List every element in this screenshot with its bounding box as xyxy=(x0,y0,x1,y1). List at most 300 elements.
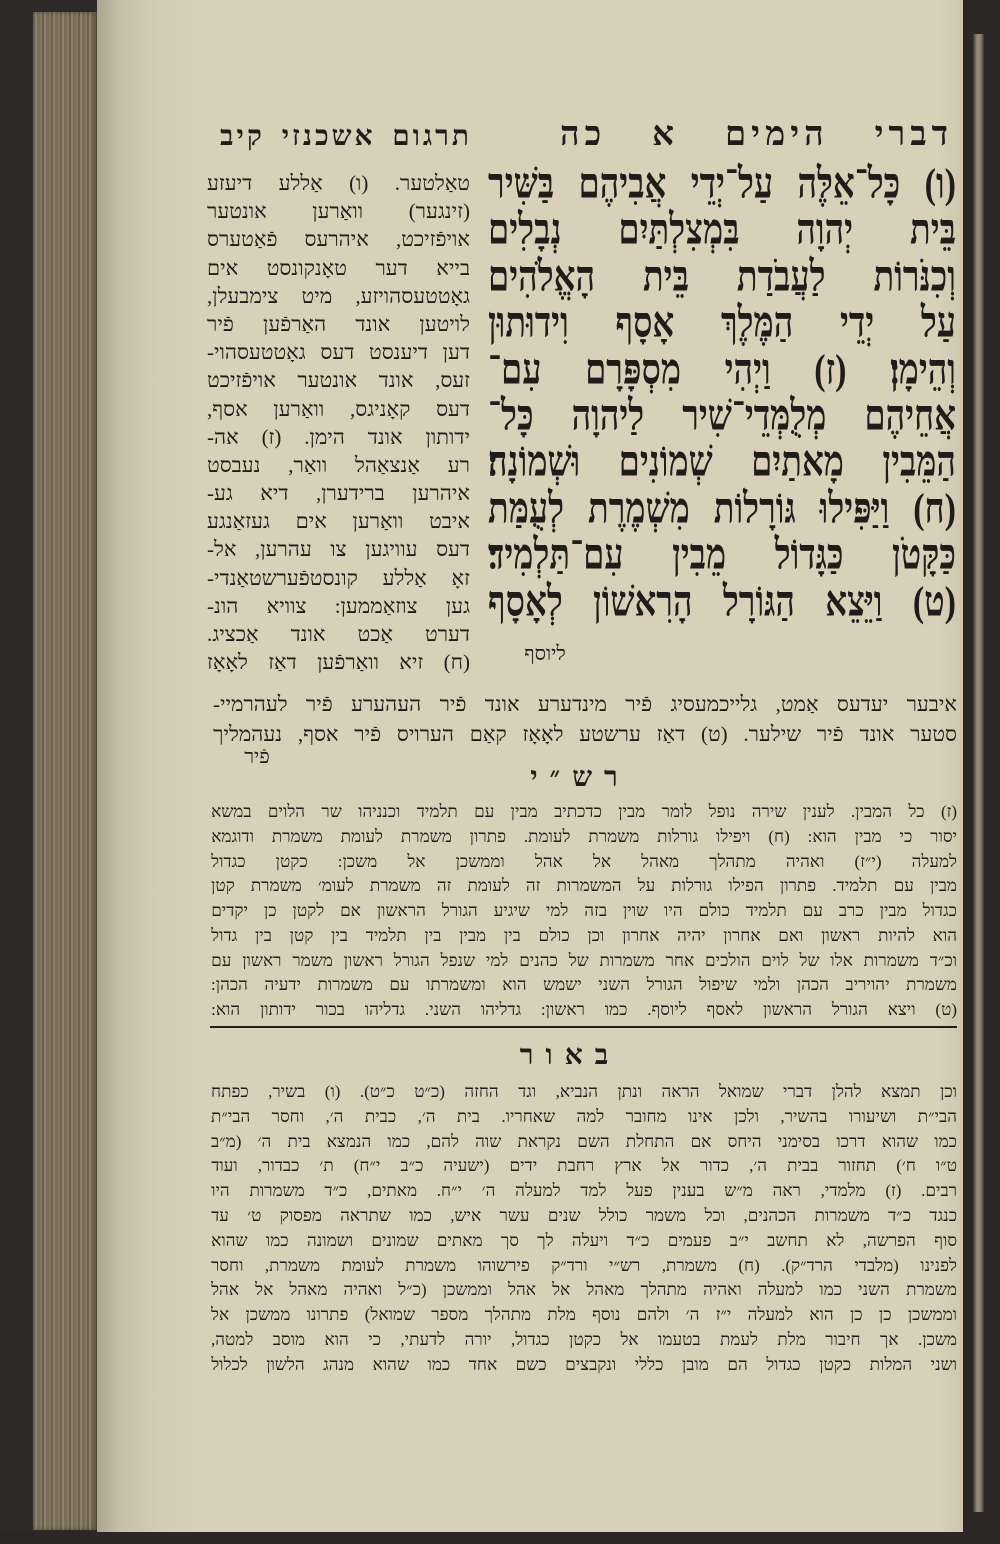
word: ואהיה xyxy=(343,1280,383,1300)
word: כקטן xyxy=(569,1329,602,1349)
word: גען xyxy=(445,593,470,618)
word: כדכתיב xyxy=(554,802,602,821)
word: (ישעיה xyxy=(443,1156,490,1176)
word: כָּל־ xyxy=(488,393,534,440)
word: לענין xyxy=(802,802,835,821)
beur-line xyxy=(211,1130,957,1155)
word: ולמי xyxy=(753,975,781,995)
word: וממשכן xyxy=(907,1305,957,1325)
word: גע- xyxy=(207,481,233,506)
word: תלמיד xyxy=(745,901,787,920)
word: ונקבצים xyxy=(565,1354,617,1374)
word: מלמדי, xyxy=(820,1181,866,1201)
word: מאהל xyxy=(586,1280,625,1300)
word: (ח) xyxy=(768,826,790,846)
word: (ט) xyxy=(700,722,728,746)
beur-line xyxy=(211,1179,957,1204)
word: דאַז xyxy=(268,650,297,675)
word: שְׁמוֹנִים xyxy=(618,439,713,486)
translation-line xyxy=(207,564,470,592)
word: משמרת, xyxy=(264,1255,321,1275)
word: סוף xyxy=(934,1230,957,1250)
word: הוא: xyxy=(807,826,837,846)
word: קיב xyxy=(220,121,265,152)
word: עַל־יְדֵי xyxy=(690,161,774,208)
word: שהוא xyxy=(211,1230,248,1250)
word: פתרון xyxy=(779,876,817,896)
word: מאהל xyxy=(641,851,680,871)
word: מבין xyxy=(879,901,907,920)
word: משמרות xyxy=(317,975,373,995)
word: ולכן xyxy=(734,1106,759,1126)
word: כגדול xyxy=(922,901,957,920)
word: כמו xyxy=(409,1205,432,1225)
word: פתרון xyxy=(469,826,506,846)
word: בזה xyxy=(584,901,608,920)
word: של xyxy=(799,950,820,970)
word: תמצא xyxy=(881,1082,921,1101)
word: וואַרען xyxy=(312,199,364,224)
word: יקדים xyxy=(211,901,248,920)
word: הָאֱלֹהִים xyxy=(488,253,595,301)
word: ח׳) xyxy=(896,1156,916,1176)
word: כמו xyxy=(265,1230,289,1250)
word: בֵּית xyxy=(909,207,956,254)
word: הנמצא xyxy=(326,1131,372,1151)
word: כַּקָּטֹן xyxy=(891,532,956,579)
word: אֲחֵיהֶם xyxy=(864,393,956,440)
word: שיפול xyxy=(699,975,737,995)
word: משמרת xyxy=(400,826,452,846)
word: אם xyxy=(690,1131,712,1151)
beur-line xyxy=(211,1154,957,1179)
word: וכנניהו xyxy=(358,802,401,821)
word: אַמט, xyxy=(775,692,819,716)
word: (כ״ל xyxy=(398,1280,427,1300)
word: הראה xyxy=(661,1082,700,1101)
word: תלמיד. xyxy=(832,876,878,896)
word: ידעיה xyxy=(264,975,301,995)
translation-line xyxy=(213,689,957,719)
rashi-line xyxy=(211,949,957,974)
word: כהנים xyxy=(519,950,558,970)
word: (זינגער) xyxy=(408,199,470,224)
beur-line xyxy=(211,1080,957,1105)
word: אונד xyxy=(484,692,520,716)
word: ויצא xyxy=(887,1000,916,1019)
scripture-column xyxy=(488,162,956,626)
word: לאָאָז xyxy=(207,650,248,675)
word: צו xyxy=(330,537,347,562)
word: ה׳ xyxy=(257,1131,272,1151)
word: מ״ש xyxy=(724,1181,753,1201)
word: העהערע xyxy=(351,692,422,716)
word: לאסף xyxy=(706,1000,744,1019)
word: לדעתי, xyxy=(400,1329,446,1349)
scripture-line xyxy=(488,574,956,632)
word: כולל xyxy=(598,1205,628,1225)
word: ראשון xyxy=(821,925,861,945)
rashi-heading: רש״י xyxy=(530,762,630,793)
word: אל xyxy=(407,851,426,871)
word: (ט) xyxy=(935,1000,957,1019)
word: ויפילו xyxy=(716,826,751,846)
word: לַיהוָה xyxy=(571,393,645,440)
word: מאתים xyxy=(436,1230,483,1250)
word: מִשְׁמֶרֶת xyxy=(587,485,690,533)
beur-line xyxy=(211,1229,957,1254)
word: משמרות xyxy=(863,950,919,970)
word: ה׳, xyxy=(749,1156,768,1176)
word: ועוד xyxy=(211,1156,238,1176)
word: בהשיר, xyxy=(780,1106,828,1126)
word: גדול xyxy=(211,925,238,945)
word: רש״י xyxy=(609,1255,641,1275)
word: (ח) xyxy=(443,650,470,675)
translation-line xyxy=(213,719,957,749)
word: דברי xyxy=(783,1082,813,1101)
word: מאתים, xyxy=(367,1181,418,1201)
word: כמו xyxy=(934,1131,957,1151)
word: למי xyxy=(485,950,509,970)
word: י״ב xyxy=(729,1230,749,1250)
word: הם xyxy=(727,1354,748,1374)
word: זה xyxy=(436,876,452,896)
word: מתהלך xyxy=(709,851,756,871)
word: לפנינו xyxy=(920,1255,957,1275)
word: ממשכן xyxy=(245,1305,291,1325)
word: אל- xyxy=(207,537,237,562)
word: המלות xyxy=(869,1354,913,1374)
word: געזאַנגע xyxy=(207,509,270,534)
word: אונד xyxy=(378,368,414,393)
word: פֿיר xyxy=(305,692,333,716)
translation-full-width xyxy=(213,689,957,749)
word: השני xyxy=(598,975,631,995)
word: מְלֻמְּדֵי־שִׁיר xyxy=(682,393,827,440)
word: לויטען xyxy=(419,311,470,336)
word: מתהלך xyxy=(484,1305,532,1325)
word: כגדול xyxy=(766,1354,801,1374)
word: למי xyxy=(545,901,569,920)
word: (ז) xyxy=(940,802,957,821)
word: וכ״ד xyxy=(929,950,957,970)
word: קאָניגס, xyxy=(350,396,411,421)
word: אַללע xyxy=(382,565,427,590)
word: הראשון xyxy=(376,901,426,920)
word: (ו) xyxy=(924,161,956,208)
word: צוויא xyxy=(266,593,307,618)
word: בענין xyxy=(672,1181,705,1201)
word: דיענסט xyxy=(369,340,428,365)
word: קטן xyxy=(289,925,314,945)
word: משמרת xyxy=(906,975,957,995)
rashi-line xyxy=(211,850,957,875)
word: כן xyxy=(263,901,277,920)
word: דערט xyxy=(425,622,470,646)
word: מבין xyxy=(459,925,487,945)
word: לאָאָז xyxy=(522,722,564,746)
word: ויעלה xyxy=(571,1230,609,1250)
beur-line xyxy=(211,1328,957,1353)
word: הפילו xyxy=(728,876,764,896)
word: הוא xyxy=(809,1305,834,1325)
word: מאהל xyxy=(289,1280,328,1300)
translation-line xyxy=(207,310,470,338)
word: בית xyxy=(456,1106,480,1126)
rashi-line xyxy=(211,924,957,949)
word: זיא xyxy=(399,650,424,675)
word: (ח) xyxy=(738,1255,760,1275)
book-page-edges xyxy=(33,12,97,1530)
translation-line xyxy=(207,254,470,282)
word: יְדֵי xyxy=(839,300,875,347)
word: כָּל־אֵלֶּה xyxy=(797,161,901,208)
word: גלייכמעסיג xyxy=(670,692,758,716)
word: בֵּית xyxy=(642,253,689,301)
word: צוזאַממען: xyxy=(334,593,418,618)
word: נוסף xyxy=(592,1305,621,1325)
word: לעומת xyxy=(467,876,510,896)
word: כגדול, xyxy=(510,1329,550,1349)
word: רע xyxy=(447,452,470,477)
word: וואַרען xyxy=(273,396,325,421)
word: ודוגמא xyxy=(211,826,254,846)
word: החזה xyxy=(464,1082,499,1101)
word: הוא xyxy=(324,1329,349,1349)
word: הרד״ק). xyxy=(781,1255,833,1275)
word: המשמרות xyxy=(556,876,622,896)
word: ורד״ק xyxy=(551,1255,588,1275)
word: בית xyxy=(287,1131,311,1151)
word: נעהמליך xyxy=(213,722,283,746)
word: (י״ז) xyxy=(854,851,882,871)
beur-line xyxy=(211,1353,957,1378)
word: כה xyxy=(560,116,607,153)
book-bottom-edge xyxy=(0,1532,1000,1544)
word: טאַלטער. xyxy=(394,171,470,195)
rashi-line xyxy=(211,800,957,825)
word: אל xyxy=(661,1156,680,1176)
word: אך xyxy=(880,1329,899,1349)
word: וממשכן xyxy=(455,851,505,871)
word: פעמים xyxy=(667,1230,712,1250)
word: י״ח. xyxy=(436,1181,463,1201)
word: אונד xyxy=(290,622,326,646)
word: גאָטטעסהויזע, xyxy=(355,283,470,308)
word: תלמיד xyxy=(365,925,407,945)
word: בַּשִּׁיר xyxy=(488,161,555,208)
word: מבין xyxy=(618,802,646,821)
word: השם xyxy=(577,1131,610,1151)
word: שהוא xyxy=(372,1354,409,1374)
word: אם xyxy=(340,901,361,920)
word: לומר xyxy=(661,802,693,821)
word: בכור xyxy=(315,1000,345,1019)
word: כ״ב xyxy=(400,1156,424,1176)
word: האַרפֿען xyxy=(262,311,327,336)
word: כמו xyxy=(819,1280,843,1300)
word: שנים xyxy=(547,1205,581,1225)
word: ראשון xyxy=(343,950,383,970)
word: כבדור, xyxy=(257,1156,300,1176)
word: איש, xyxy=(450,1205,482,1225)
word: משמרת xyxy=(405,1255,457,1275)
word: תלמיד xyxy=(416,802,458,821)
word: התחלת xyxy=(625,1131,675,1151)
word: א xyxy=(652,116,679,153)
word: עם xyxy=(802,901,823,920)
word: איבער xyxy=(906,692,957,716)
word: לקטן xyxy=(292,901,325,920)
word: ברידערן, xyxy=(315,481,385,506)
word: ושמונה xyxy=(306,1230,354,1250)
word: לעומת. xyxy=(523,826,571,846)
beur-heading: באור xyxy=(519,1040,621,1071)
word: חיבור xyxy=(825,1329,861,1349)
word: ואהיה xyxy=(703,1280,742,1300)
word: ידותון xyxy=(425,424,470,449)
word: אסף, xyxy=(297,722,339,746)
word: יהויריב xyxy=(845,975,890,995)
word: אחד xyxy=(468,1354,498,1374)
word: הגורל xyxy=(441,901,478,920)
word: וואַרפֿען xyxy=(317,650,379,675)
word: נְבָלִים xyxy=(488,207,562,254)
word: גורלות xyxy=(657,826,699,846)
word: שוה xyxy=(475,1131,502,1151)
word: פֿיר xyxy=(354,722,382,746)
word: דעס xyxy=(320,340,355,365)
word: הנביא, xyxy=(555,1082,599,1101)
word: שתראה xyxy=(340,1205,391,1225)
word: אונטער xyxy=(297,368,358,393)
word: עוויגען xyxy=(365,537,418,562)
word: ולהם xyxy=(636,1305,670,1325)
word: גאָטטעסהוי- xyxy=(207,340,306,365)
word: פֿיר xyxy=(207,311,234,336)
word: ה׳ xyxy=(685,1305,700,1325)
word: גּוֹרָלוֹת xyxy=(713,485,796,533)
word: עם xyxy=(474,802,495,821)
word: כ״ד xyxy=(324,1181,348,1201)
word: אַנצאַהל xyxy=(355,452,420,477)
word: מוסב xyxy=(272,1329,306,1349)
translation-line xyxy=(207,648,470,676)
word: אינו xyxy=(688,1106,713,1126)
word: דברי xyxy=(874,116,953,153)
word: שר xyxy=(321,802,342,821)
word: השני. xyxy=(424,1000,461,1019)
word: כי xyxy=(899,826,913,846)
word: עם xyxy=(389,975,410,995)
word: משמרות xyxy=(814,1205,870,1225)
rashi-commentary xyxy=(211,800,957,1023)
word: לוים xyxy=(761,950,789,970)
beur-line xyxy=(211,1254,957,1279)
word: מֵבִין xyxy=(672,532,727,579)
section-divider xyxy=(210,1026,957,1028)
word: ראה xyxy=(772,1181,801,1201)
word: הימים xyxy=(724,116,829,153)
running-header-translation xyxy=(220,118,472,156)
word: משמרת xyxy=(271,826,323,846)
word: פֿיר xyxy=(625,692,653,716)
word: כולם xyxy=(698,901,730,920)
word: הוא xyxy=(932,925,957,945)
word: שנפל xyxy=(440,950,476,970)
word: דעס xyxy=(436,396,470,421)
word: גורלות xyxy=(671,876,713,896)
translation-line xyxy=(207,479,470,507)
word: ה׳, xyxy=(325,1106,344,1126)
word: פֿיר xyxy=(439,692,467,716)
word: בין xyxy=(424,925,442,945)
word: יְהוָה xyxy=(796,207,854,254)
word: אונד xyxy=(355,311,391,336)
word: וְהֵימָן׃ xyxy=(890,346,956,394)
word: בין xyxy=(254,925,272,945)
word: וכל xyxy=(704,1205,726,1225)
word: עִם־תַּלְמִיד׃ xyxy=(488,532,624,579)
word: לַעֲבֹדַת xyxy=(736,253,826,301)
word: איבט xyxy=(429,509,470,534)
word: הלשון xyxy=(266,1354,305,1374)
word: וַיַּפִּילוּ xyxy=(819,485,890,533)
word: הפרשה, xyxy=(862,1230,916,1250)
word: משמרות xyxy=(249,1181,305,1201)
word: אל xyxy=(211,1305,230,1325)
rashi-line xyxy=(211,899,957,924)
word: בסימני xyxy=(777,1131,821,1151)
word: הימן. xyxy=(304,424,345,449)
word: מינדערע xyxy=(537,692,607,716)
rashi-line xyxy=(211,998,957,1023)
word: ושיעורו xyxy=(848,1106,897,1126)
word: כ״ד xyxy=(626,1230,650,1250)
word: אל xyxy=(592,851,612,871)
word: הגורל xyxy=(393,950,430,970)
word: (מלבדי xyxy=(854,1255,899,1275)
word: וִידוּתוּן xyxy=(488,300,569,347)
word: אונד xyxy=(859,722,895,746)
word: מלת xyxy=(777,1329,806,1349)
word: (ז) xyxy=(261,424,282,449)
word: אל xyxy=(552,1280,571,1300)
word: כשם xyxy=(515,1354,547,1374)
word: עִם־ xyxy=(488,346,542,394)
word: הגורל xyxy=(646,975,683,995)
translation-line xyxy=(207,395,470,423)
word: אויפֿזיכט, xyxy=(395,227,470,252)
word: גדליהו xyxy=(364,1000,406,1019)
rashi-line xyxy=(211,825,957,850)
word: למד xyxy=(580,1181,607,1201)
word: וּשְׁמוֹנָה׃ xyxy=(488,439,581,486)
word: כגדול xyxy=(211,851,246,871)
word: אים xyxy=(295,509,327,534)
word: למעלה xyxy=(747,1305,794,1325)
translation-line xyxy=(207,592,470,620)
word: אל xyxy=(255,1280,274,1300)
word: יעדעס xyxy=(836,692,889,716)
word: כבית xyxy=(364,1106,397,1126)
word: עשר xyxy=(499,1205,530,1225)
next-page-edge xyxy=(973,34,984,1512)
translation-line xyxy=(207,225,470,253)
word: י״ח) xyxy=(353,1156,381,1176)
word: כנגד xyxy=(929,1205,957,1225)
